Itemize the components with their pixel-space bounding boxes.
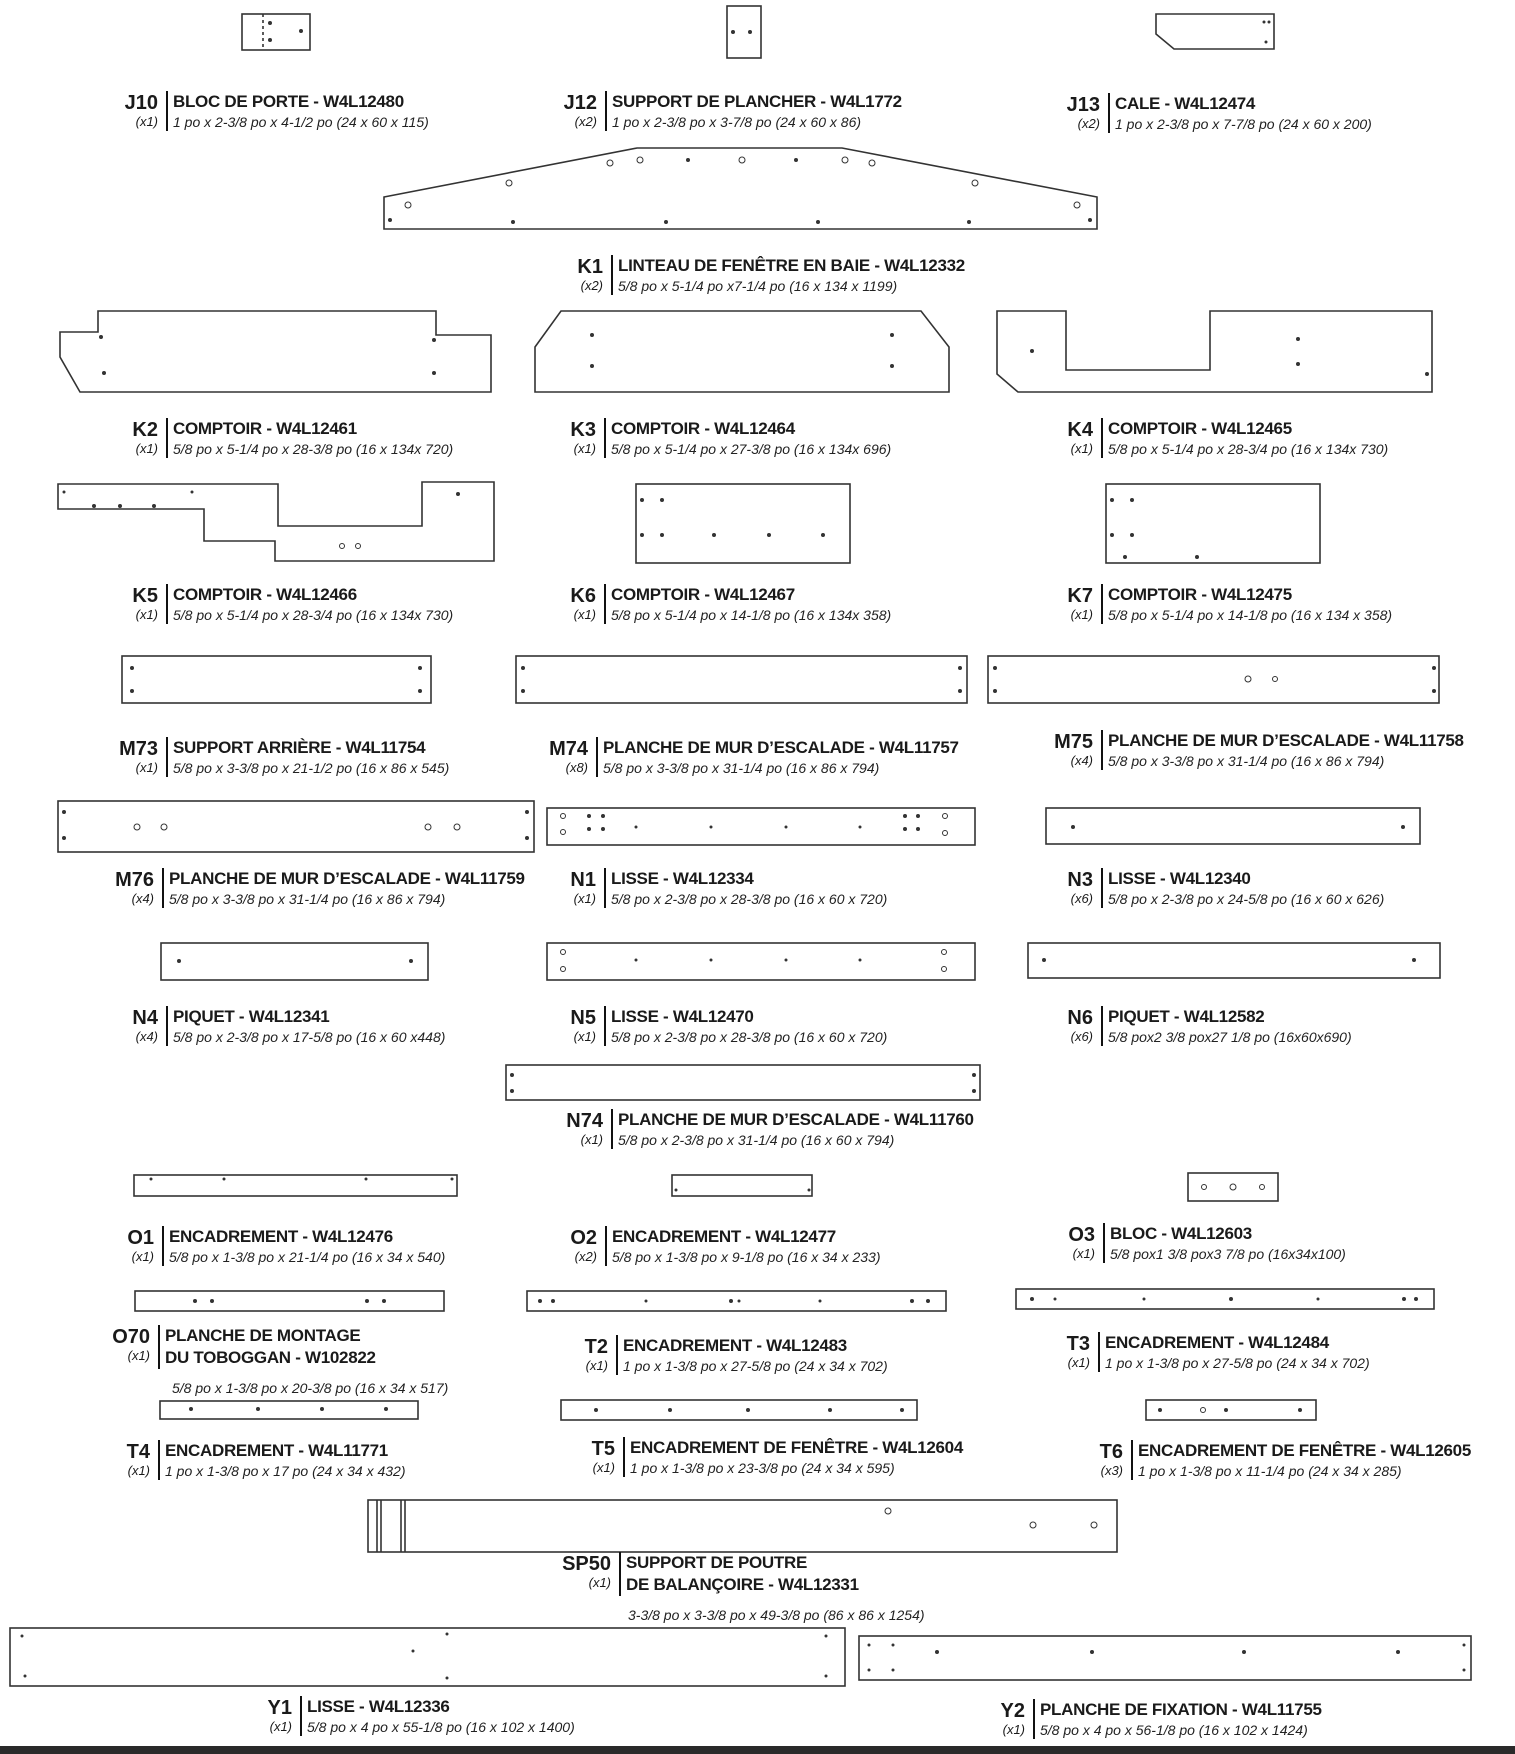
part-name: ENCADREMENT DE FENÊTRE - W4L12604 — [630, 1438, 963, 1457]
part-label-SP50 — [561, 1552, 859, 1596]
part-drawing-M76 — [58, 801, 534, 852]
part-drawing-T3 — [1016, 1289, 1434, 1309]
part-code: K5 — [132, 585, 158, 607]
part-drawing-M74 — [516, 656, 967, 703]
part-dims: 1 po x 1-3/8 po x 27-5/8 po (24 x 34 x 702) — [1105, 1355, 1370, 1371]
part-drawing-T6 — [1146, 1400, 1316, 1420]
part-code: N6 — [1067, 1007, 1093, 1029]
part-qty: (x1) — [573, 891, 596, 906]
part-drawing-N74 — [506, 1065, 980, 1100]
part-name: CALE - W4L12474 — [1115, 94, 1256, 113]
part-code: N1 — [570, 869, 596, 891]
part-label-N4 — [108, 1006, 445, 1046]
part-code: T2 — [584, 1336, 608, 1358]
part-dims-SP50: 3-3/8 po x 3-3/8 po x 49-3/8 po (86 x 86 x 1254) — [628, 1607, 925, 1623]
part-name: COMPTOIR - W4L12467 — [611, 585, 795, 604]
part-dims: 5/8 po x 3-3/8 po x 21-1/2 po (16 x 86 x 545) — [173, 760, 450, 776]
part-qty: (x1) — [1072, 1246, 1095, 1261]
part-qty: (x1) — [1002, 1722, 1025, 1737]
part-code: K3 — [570, 419, 596, 441]
part-drawing-N6 — [1028, 943, 1440, 978]
part-qty: (x1) — [580, 1132, 603, 1147]
part-drawing-N1 — [547, 808, 975, 845]
part-name: LISSE - W4L12470 — [611, 1007, 754, 1026]
part-dims: 5/8 po x 5-1/4 po x 28-3/4 po (16 x 134x 730) — [1108, 441, 1389, 457]
part-label-M76 — [104, 868, 525, 908]
part-drawing-M75 — [988, 656, 1439, 703]
part-label-K3 — [546, 418, 891, 458]
part-qty: (x1) — [573, 607, 596, 622]
part-dims: 5/8 po x 3-3/8 po x 31-1/4 po (16 x 86 x 794) — [169, 891, 446, 907]
part-code: T3 — [1066, 1333, 1090, 1355]
part-name: LISSE - W4L12336 — [307, 1697, 450, 1716]
part-label-J10 — [108, 91, 429, 131]
part-name-line1: SUPPORT DE POUTRE — [626, 1553, 807, 1572]
part-drawing-T5 — [561, 1400, 917, 1420]
part-label-O3 — [1045, 1223, 1346, 1263]
part-drawing-SP50 — [368, 1500, 1117, 1552]
part-dims: 5/8 po x 5-1/4 po x7-1/4 po (16 x 134 x 1199) — [618, 278, 898, 294]
part-label-K6 — [546, 584, 891, 624]
part-code: Y1 — [267, 1697, 292, 1719]
part-dims: 5/8 po x 1-3/8 po x 21-1/4 po (16 x 34 x 540) — [169, 1249, 446, 1265]
part-qty: (x1) — [592, 1460, 615, 1475]
part-qty: (x6) — [1070, 1029, 1093, 1044]
part-drawing-T2 — [527, 1291, 946, 1311]
part-dims: 1 po x 1-3/8 po x 11-1/4 po (24 x 34 x 285) — [1138, 1463, 1402, 1479]
part-qty: (x2) — [1077, 116, 1100, 131]
part-label-J12 — [547, 91, 902, 131]
part-qty: (x1) — [1070, 441, 1093, 456]
part-name: ENCADREMENT - W4L11771 — [165, 1441, 388, 1460]
part-label-N6 — [1043, 1006, 1352, 1046]
part-name-line2: DU TOBOGGAN - W102822 — [165, 1348, 376, 1367]
part-name: BLOC - W4L12603 — [1110, 1224, 1252, 1243]
part-code: N74 — [566, 1110, 603, 1132]
part-code: J12 — [563, 92, 597, 114]
part-dims: 1 po x 2-3/8 po x 3-7/8 po (24 x 60 x 86) — [612, 114, 862, 130]
part-drawing-K2 — [60, 311, 491, 392]
part-drawing-K1 — [384, 148, 1097, 229]
part-code: K2 — [132, 419, 158, 441]
part-code: O3 — [1068, 1224, 1095, 1246]
part-qty: (x1) — [135, 441, 158, 456]
part-drawing-K6 — [636, 484, 850, 563]
part-name: BLOC DE PORTE - W4L12480 — [173, 92, 404, 111]
part-name: COMPTOIR - W4L12461 — [173, 419, 357, 438]
part-qty: (x4) — [131, 891, 154, 906]
part-name: COMPTOIR - W4L12475 — [1108, 585, 1292, 604]
part-dims: 5/8 po x 1-3/8 po x 9-1/8 po (16 x 34 x 233) — [612, 1249, 881, 1265]
part-label-T5 — [565, 1437, 963, 1477]
part-code: N5 — [570, 1007, 596, 1029]
part-label-T2 — [558, 1335, 888, 1375]
part-code: M76 — [115, 869, 154, 891]
part-name: COMPTOIR - W4L12465 — [1108, 419, 1292, 438]
part-label-N1 — [546, 868, 887, 908]
part-dims: 5/8 pox1 3/8 pox3 7/8 po (16x34x100) — [1110, 1246, 1346, 1262]
part-qty: (x1) — [585, 1358, 608, 1373]
part-drawing-Y1 — [10, 1628, 845, 1686]
part-name: COMPTOIR - W4L12464 — [611, 419, 795, 438]
part-qty: (x1) — [127, 1463, 150, 1478]
part-label-K1 — [553, 255, 965, 295]
part-label-T3 — [1040, 1332, 1370, 1372]
part-name-line1: PLANCHE DE MONTAGE — [165, 1326, 361, 1345]
part-code: O70 — [112, 1326, 150, 1348]
part-qty: (x1) — [135, 760, 158, 775]
part-drawing-K4 — [997, 311, 1432, 392]
part-drawing-O2 — [672, 1175, 812, 1196]
part-qty: (x1) — [1067, 1355, 1090, 1370]
part-label-K7 — [1043, 584, 1392, 624]
part-drawing-Y2 — [859, 1636, 1471, 1680]
part-label-Y2 — [975, 1699, 1322, 1739]
part-dims: 5/8 po x 3-3/8 po x 31-1/4 po (16 x 86 x 794) — [1108, 753, 1385, 769]
part-name: LINTEAU DE FENÊTRE EN BAIE - W4L12332 — [618, 256, 965, 275]
part-drawing-O1 — [134, 1175, 457, 1196]
part-label-J13 — [1050, 93, 1372, 133]
part-drawing-J13 — [1156, 14, 1274, 49]
part-drawing-M73 — [122, 656, 431, 703]
part-qty: (x1) — [1070, 607, 1093, 622]
part-label-M73 — [108, 737, 449, 777]
part-label-N3 — [1043, 868, 1384, 908]
part-qty: (x1) — [269, 1719, 292, 1734]
part-name-line2: DE BALANÇOIRE - W4L12331 — [626, 1575, 859, 1594]
part-dims: 5/8 po x 5-1/4 po x 28-3/8 po (16 x 134x 720) — [173, 441, 454, 457]
part-label-T6 — [1073, 1440, 1471, 1480]
part-qty: (x1) — [588, 1575, 611, 1590]
part-qty: (x6) — [1070, 891, 1093, 906]
part-code: T4 — [126, 1441, 150, 1463]
part-dims: 5/8 po x 2-3/8 po x 28-3/8 po (16 x 60 x 720) — [611, 891, 888, 907]
part-code: M73 — [119, 738, 158, 760]
part-dims: 5/8 pox2 3/8 pox27 1/8 po (16x60x690) — [1108, 1029, 1352, 1045]
part-dims: 1 po x 1-3/8 po x 27-5/8 po (24 x 34 x 702) — [623, 1358, 888, 1374]
part-qty: (x1) — [135, 607, 158, 622]
part-code: M74 — [549, 738, 588, 760]
part-dims: 5/8 po x 5-1/4 po x 27-3/8 po (16 x 134x 696) — [611, 441, 892, 457]
part-code: N3 — [1067, 869, 1093, 891]
part-name: ENCADREMENT - W4L12476 — [169, 1227, 393, 1246]
part-dims: 5/8 po x 5-1/4 po x 14-1/8 po (16 x 134x 358) — [611, 607, 892, 623]
part-name: PIQUET - W4L12341 — [173, 1007, 330, 1026]
part-qty: (x1) — [573, 1029, 596, 1044]
part-qty: (x1) — [131, 1249, 154, 1264]
part-label-M75 — [1043, 730, 1464, 770]
part-name: PLANCHE DE MUR D’ESCALADE - W4L11757 — [603, 738, 959, 757]
part-name: COMPTOIR - W4L12466 — [173, 585, 357, 604]
part-qty: (x1) — [573, 441, 596, 456]
part-qty: (x4) — [135, 1029, 158, 1044]
part-code: O2 — [570, 1227, 597, 1249]
part-name: ENCADREMENT - W4L12477 — [612, 1227, 836, 1246]
part-qty: (x2) — [574, 1249, 597, 1264]
part-label-O2 — [547, 1226, 881, 1266]
part-name: PLANCHE DE MUR D’ESCALADE - W4L11759 — [169, 869, 525, 888]
part-name: ENCADREMENT DE FENÊTRE - W4L12605 — [1138, 1441, 1471, 1460]
part-name: SUPPORT DE PLANCHER - W4L1772 — [612, 92, 902, 111]
part-label-N5 — [546, 1006, 887, 1046]
part-code: K6 — [570, 585, 596, 607]
part-qty: (x2) — [580, 278, 603, 293]
part-label-Y1 — [242, 1696, 575, 1736]
part-label-K2 — [108, 418, 453, 458]
part-qty: (x1) — [127, 1348, 150, 1363]
part-qty: (x4) — [1070, 753, 1093, 768]
part-dims: 5/8 po x 4 po x 55-1/8 po (16 x 102 x 1400) — [307, 1719, 575, 1735]
part-drawing-O70 — [135, 1291, 444, 1311]
part-code: J10 — [124, 92, 158, 114]
part-drawing-K3 — [535, 311, 949, 392]
part-dims: 1 po x 1-3/8 po x 17 po (24 x 34 x 432) — [165, 1463, 406, 1479]
page-bottom-bar — [0, 1746, 1515, 1754]
part-name: ENCADREMENT - W4L12484 — [1105, 1333, 1329, 1352]
part-drawing-K7 — [1106, 484, 1320, 563]
part-code: SP50 — [562, 1553, 611, 1575]
part-name: LISSE - W4L12340 — [1108, 869, 1251, 888]
part-dims: 5/8 po x 2-3/8 po x 24-5/8 po (16 x 60 x 626) — [1108, 891, 1385, 907]
part-label-O1 — [104, 1226, 445, 1266]
part-name: PLANCHE DE FIXATION - W4L11755 — [1040, 1700, 1322, 1719]
part-name: PLANCHE DE MUR D’ESCALADE - W4L11758 — [1108, 731, 1464, 750]
part-drawing-T4 — [160, 1401, 418, 1419]
part-dims: 5/8 po x 4 po x 56-1/8 po (16 x 102 x 1424) — [1040, 1722, 1308, 1738]
part-name: PLANCHE DE MUR D’ESCALADE - W4L11760 — [618, 1110, 974, 1129]
part-dims: 5/8 po x 2-3/8 po x 17-5/8 po (16 x 60 x448) — [173, 1029, 446, 1045]
part-code: K7 — [1067, 585, 1093, 607]
part-drawing-N3 — [1046, 808, 1420, 844]
part-dims: 1 po x 1-3/8 po x 23-3/8 po (24 x 34 x 595) — [630, 1460, 895, 1476]
part-drawing-N4 — [161, 943, 428, 980]
part-drawing-K5 — [58, 482, 494, 561]
part-label-N74 — [553, 1109, 974, 1149]
part-dims: 5/8 po x 2-3/8 po x 31-1/4 po (16 x 60 x 794) — [618, 1132, 895, 1148]
part-name: ENCADREMENT - W4L12483 — [623, 1336, 847, 1355]
part-code: K4 — [1067, 419, 1093, 441]
part-label-T4 — [100, 1440, 406, 1480]
part-qty: (x3) — [1100, 1463, 1123, 1478]
part-label-M74 — [538, 737, 959, 777]
part-name: SUPPORT ARRIÈRE - W4L11754 — [173, 738, 426, 757]
part-qty: (x2) — [574, 114, 597, 129]
part-name: PIQUET - W4L12582 — [1108, 1007, 1265, 1026]
part-label-K5 — [108, 584, 453, 624]
part-label-O70 — [100, 1325, 376, 1369]
part-dims: 5/8 po x 5-1/4 po x 14-1/8 po (16 x 134 x 358) — [1108, 607, 1393, 623]
part-code: O1 — [127, 1227, 154, 1249]
part-code: J13 — [1066, 94, 1100, 116]
part-code: T5 — [591, 1438, 615, 1460]
part-code: Y2 — [1000, 1700, 1025, 1722]
part-label-K4 — [1043, 418, 1388, 458]
part-dims: 5/8 po x 2-3/8 po x 28-3/8 po (16 x 60 x 720) — [611, 1029, 888, 1045]
part-code: K1 — [577, 256, 603, 278]
part-dims: 1 po x 2-3/8 po x 7-7/8 po (24 x 60 x 200) — [1115, 116, 1372, 132]
part-qty: (x8) — [565, 760, 588, 775]
part-code: N4 — [132, 1007, 158, 1029]
part-dims: 5/8 po x 3-3/8 po x 31-1/4 po (16 x 86 x 794) — [603, 760, 880, 776]
part-dims-O70: 5/8 po x 1-3/8 po x 20-3/8 po (16 x 34 x 517) — [172, 1380, 449, 1396]
part-name: LISSE - W4L12334 — [611, 869, 754, 888]
part-qty: (x1) — [135, 114, 158, 129]
part-dims: 5/8 po x 5-1/4 po x 28-3/4 po (16 x 134x 730) — [173, 607, 454, 623]
part-code: T6 — [1099, 1441, 1123, 1463]
part-dims: 1 po x 2-3/8 po x 4-1/2 po (24 x 60 x 115) — [173, 114, 429, 130]
part-drawing-N5 — [547, 943, 975, 980]
part-code: M75 — [1054, 731, 1093, 753]
